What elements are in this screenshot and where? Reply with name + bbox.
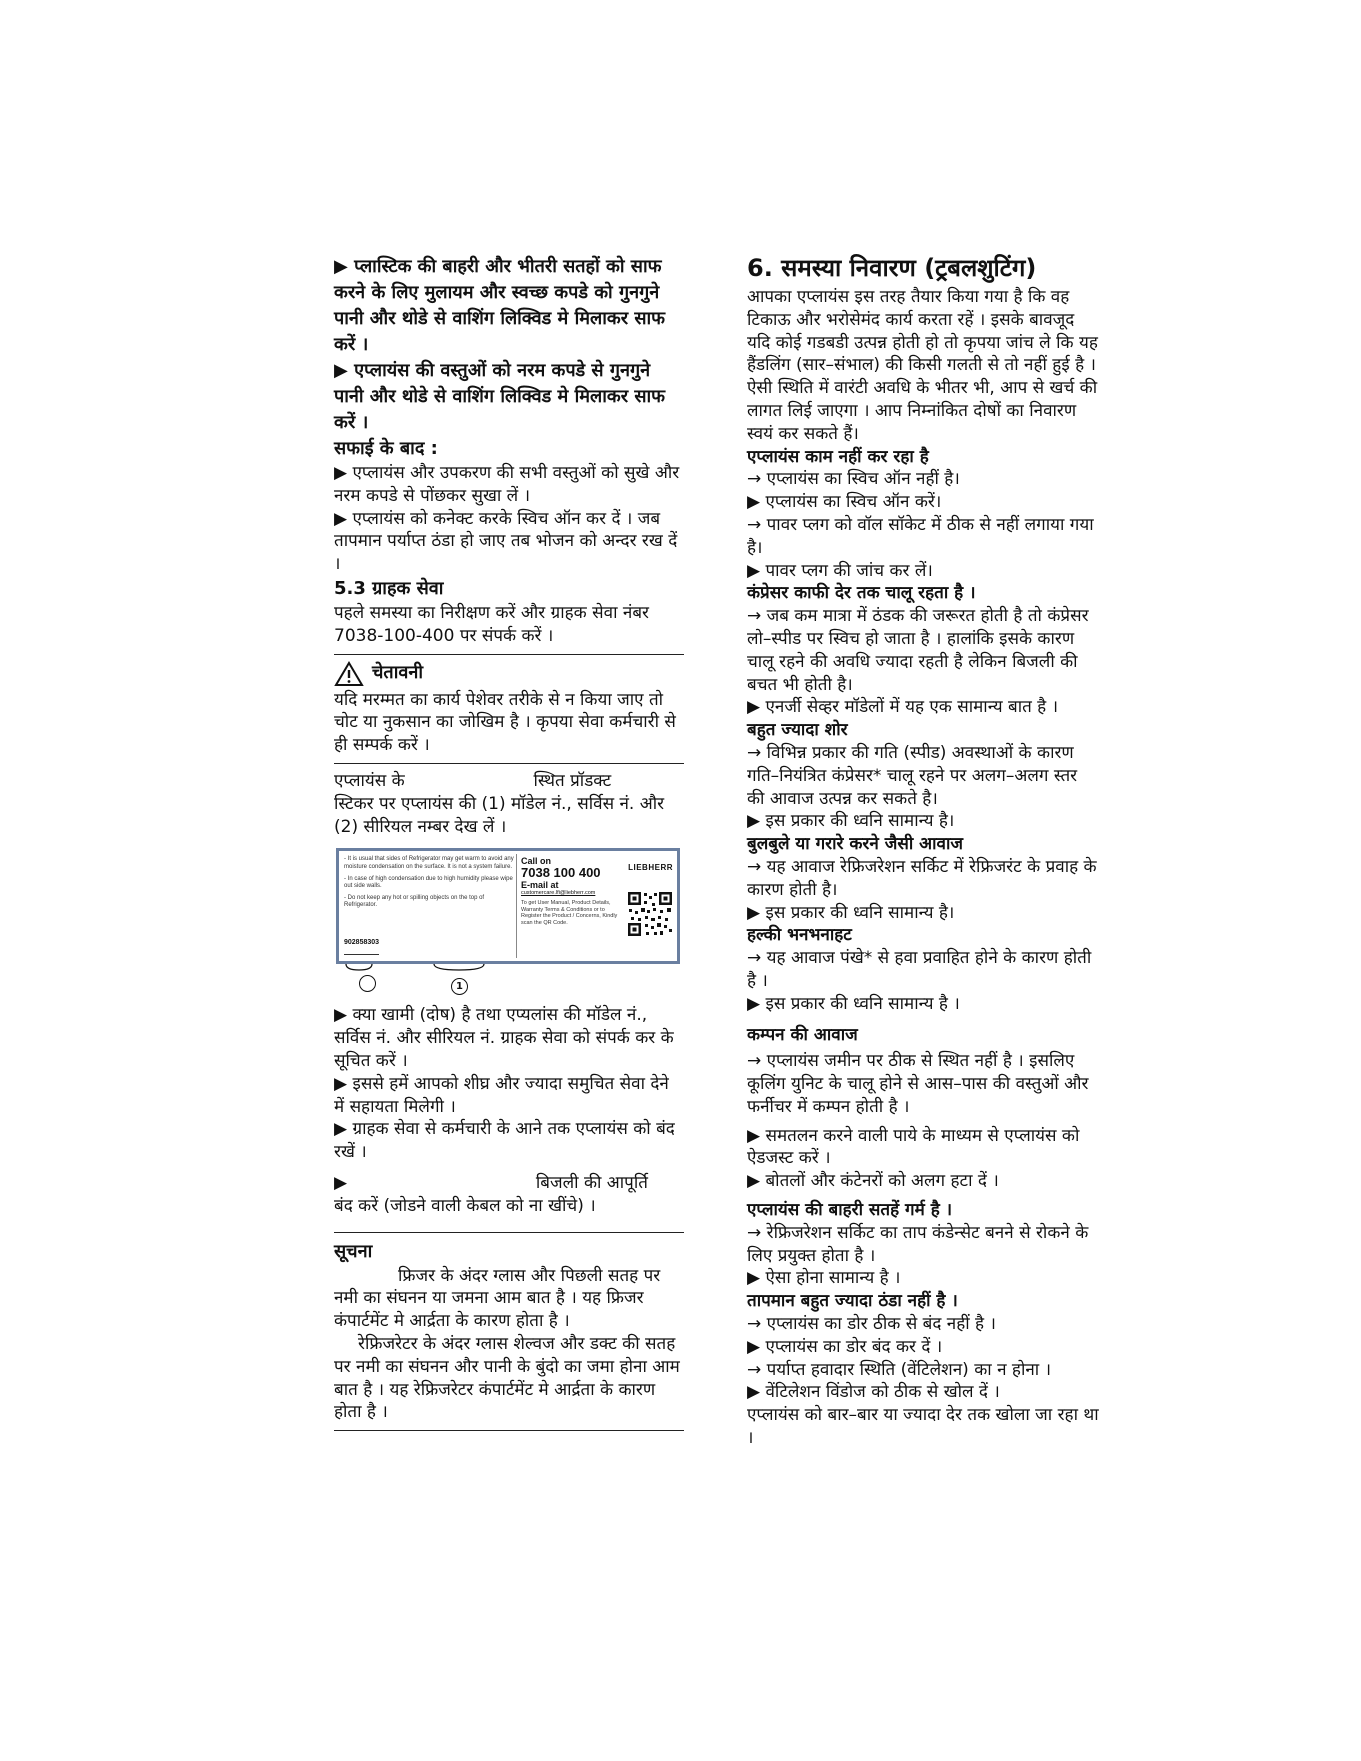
- remedy-line: ▶ ऐसा होना सामान्य है ।: [747, 1268, 901, 1289]
- notice-text-2: रेफ्रिजरेटर के अंदर ग्लास शेल्वज और डक्ट की सतह पर नमी का संघनन और पानी के बुंदो का जमा होना आम बात है । यह रेफ्रिजरेटर कंपार्टमेंट मे आर्द्रता के कारण होता है ।: [334, 1333, 680, 1423]
- cause-line: → जब कम मात्रा में ठंडक की जरूरत होती है तो कंप्रेसर लो–स्पीड पर स्विच हो जाता है । हालांकि इसके कारण चालू रहने की अवधि ज्यादा रहती है लेकिन बिजली की बचत भी होती है।: [747, 606, 1089, 695]
- warning-title: चेतावनी: [372, 662, 424, 684]
- sticker-note-2: - In case of high condensation due to high humidity please wipe out side walls.: [344, 875, 513, 889]
- section-gurgling: बुलबुले या गरारे करने जैसी आवाज: [747, 834, 963, 855]
- clean-items-step: ▶ एप्लायंस की वस्तुओं को नरम कपडे से गुनगुने पानी और थोडे से वाशिंग लिक्विड मे मिलाकर साफ करें ।: [334, 360, 666, 433]
- power-step-part-1: बिजली की आपूर्ति: [535, 1172, 648, 1193]
- fault-step-3: ▶ ग्राहक सेवा से कर्मचारी के आने तक एप्लायंस को बंद रखें ।: [334, 1119, 675, 1163]
- sticker-email-label: E-mail at: [521, 880, 559, 891]
- after-cleaning-step-1: ▶ एप्लायंस और उपकरण की सभी वस्तुओं को सुखे और नरम कपडे से पोंछकर सुखा लें ।: [334, 463, 680, 506]
- section-humming: हल्की भनभनाहट: [747, 925, 852, 946]
- sticker-note-1: - It is usual that sides of Refrigerator may get warm to avoid any moisture condensation on the surface. It is not a system failure.: [344, 856, 514, 870]
- after-cleaning-step-2: ▶ एप्लायंस को कनेक्ट करके स्विच ऑन कर दें । जब तापमान पर्याप्त ठंडा हो जाए तब भोजन को अन्दर रख दें ।: [334, 508, 678, 575]
- remedy-line: ▶ बोतलों और कंटेनरों को अलग हटा दें ।: [747, 1171, 999, 1192]
- divider: [334, 1232, 684, 1233]
- remedy-line: ▶ इस प्रकार की ध्वनि सामान्य है ।: [747, 993, 960, 1014]
- sticker-intro-part-1: एप्लायंस के: [334, 770, 405, 791]
- sticker-info: To get User Manual, Product Details, Warranty Terms & Conditions or to Register the Product / Concerns, Kindly scan the QR Code.: [521, 900, 618, 926]
- sticker-brand-logo: LIEBHERR: [628, 863, 673, 873]
- section-not-working: एप्लायंस काम नहीं कर रहा है: [747, 446, 929, 467]
- remedy-line: ▶ एप्लायंस का डोर बंद कर दें ।: [747, 1336, 943, 1357]
- sticker-divider: [516, 854, 517, 958]
- remedy-line: ▶ इस प्रकार की ध्वनि सामान्य है।: [747, 811, 955, 832]
- section-vibration: कम्पन की आवाज: [747, 1024, 858, 1045]
- warning-icon: [334, 661, 364, 687]
- fault-step-1: ▶ क्या खामी (दोष) है तथा एप्यलांस की मॉडेल नं., सर्विस नं. और सीरियल नं. ग्राहक सेवा को संपर्क कर के सूचित करें ।: [334, 1005, 674, 1071]
- power-step-continued: बंद करें (जोडने वाली केबल को ना खींचे) ।: [334, 1195, 596, 1216]
- remedy-line: ▶ पावर प्लग की जांच कर लें।: [747, 560, 933, 581]
- sticker-serial: 902858303: [344, 932, 379, 956]
- warning-text: यदि मरम्मत का कार्य पेशेवर तरीके से न किया जाए तो चोट या नुकसान का जोखिम है । कृपया सेवा कर्मचारी से ही सम्पर्क करें ।: [334, 689, 676, 756]
- sticker-email: customercare.lfi@liebherr.com: [521, 890, 596, 897]
- service-text: पहले समस्या का निरीक्षण करें और ग्राहक सेवा नंबर 7038-100-400 पर संपर्क करें ।: [334, 602, 649, 646]
- section-warm-surfaces: एप्लायंस की बाहरी सतहें गर्म है ।: [747, 1200, 953, 1221]
- right-column: [747, 252, 1099, 1450]
- warning-header: [334, 661, 684, 687]
- cause-line: एप्लायंस को बार–बार या ज्यादा देर तक खोला जा रहा था ।: [747, 1405, 1099, 1449]
- sticker-callouts: [334, 970, 684, 996]
- remedy-line: ▶ एनर्जी सेव्हर मॉडेलों में यह एक सामान्य बात है ।: [747, 697, 1059, 718]
- fault-step-2: ▶ इससे हमें आपको शीघ्र और ज्यादा समुचित सेवा देने में सहायता मिलेगी ।: [334, 1073, 669, 1117]
- cause-line: → पर्याप्त हवादार स्थिति (वेंटिलेशन) का न होना ।: [747, 1359, 1052, 1380]
- section-noise: बहुत ज्यादा शोर: [747, 720, 848, 741]
- cause-line: → यह आवाज पंखे* से हवा प्रवाहित होने के कारण होती है ।: [747, 948, 1092, 991]
- notice-text-1: फ्रिजर के अंदर ग्लास और पिछली सतह पर नमी का संघनन या जमना आम बात है । यह फ्रिजर कंपार्टमेंट मे आर्द्रता के कारण होता है ।: [334, 1265, 661, 1332]
- notice-title: सूचना: [334, 1240, 373, 1262]
- power-step-bullet: ▶: [334, 1172, 348, 1193]
- cause-line: → एप्लायंस का स्विच ऑन नहीं है।: [747, 469, 960, 490]
- divider: [334, 763, 684, 764]
- product-sticker-image: [336, 848, 680, 964]
- callout-marker-1: 1: [451, 978, 468, 995]
- qr-code-icon: [627, 891, 673, 937]
- sticker-notes: [344, 856, 514, 909]
- after-cleaning-title: सफाई के बाद :: [334, 438, 438, 459]
- callout-marker-2: [359, 975, 376, 992]
- sticker-call-label: Call on: [521, 856, 552, 867]
- sticker-intro-continued: स्टिकर पर एप्लायंस की (1) मॉडेल नं., सर्विस नं. और (2) सीरियल नम्बर देख लें ।: [334, 793, 665, 837]
- sticker-intro-part-2: स्थित प्रॉडक्ट: [533, 770, 612, 791]
- clean-outer-step: ▶ प्लास्टिक की बाहरी और भीतरी सतहों को साफ करने के लिए मुलायम और स्वच्छ कपडे को गुनगुने पानी और थोडे से वाशिंग लिक्विड मे मिलाकर साफ करें ।: [334, 256, 666, 355]
- troubleshooting-intro: आपका एप्लायंस इस तरह तैयार किया गया है कि वह टिकाऊ और भरोसेमंद कार्य करता रहें । इसके बावजूद यदि कोई गडबडी उत्पन्न होती हो तो कृपया जांच ले कि यह हैंडलिंग (सार–संभाल) की किसी गलती से तो नहीं हुई है । ऐसी स्थिति में वारंटी अवधि के भीतर भी, आप से खर्च की लागत लिई जाएगा । आप निम्नांकित दोषों का निवारण स्वयं कर सकते हैं।: [747, 287, 1098, 444]
- section-compressor: कंप्रेसर काफी देर तक चालू रहता है ।: [747, 583, 976, 604]
- cause-line: → यह आवाज रेफ्रिजरेशन सर्किट में रेफ्रिजरंट के प्रवाह के कारण होती है।: [747, 856, 1097, 900]
- section-not-cold: तापमान बहुत ज्यादा ठंडा नहीं है ।: [747, 1291, 958, 1312]
- sticker-intro: [334, 770, 684, 793]
- troubleshooting-title: 6. समस्या निवारण (ट्रबलशुटिंग): [747, 254, 1037, 282]
- divider: [334, 1430, 684, 1431]
- callout-brackets: [334, 962, 534, 976]
- divider: [334, 654, 684, 655]
- remedy-line: ▶ एप्लायंस का स्विच ऑन करें।: [747, 492, 942, 513]
- cause-line: → पावर प्लग को वॉल सॉकेट में ठीक से नहीं लगाया गया है।: [747, 514, 1094, 558]
- power-step: [334, 1172, 684, 1195]
- sticker-note-3: - Do not keep any hot or spilling objects on the top of Refrigerator.: [344, 895, 485, 909]
- cause-line: → रेफ्रिजरेशन सर्किट का ताप कंडेन्सेट बनने से रोकने के लिए प्रयुक्त होता है ।: [747, 1222, 1089, 1266]
- remedy-line: ▶ वेंटिलेशन विंडोज को ठीक से खोल दें ।: [747, 1382, 1000, 1403]
- service-heading: 5.3 ग्राहक सेवा: [334, 577, 444, 599]
- remedy-line: ▶ इस प्रकार की ध्वनि सामान्य है।: [747, 902, 955, 923]
- cause-line: → एप्लायंस जमीन पर ठीक से स्थित नहीं है । इसलिए कूलिंग युनिट के चालू होने से आस–पास की वस्तुओं और फर्नीचर में कम्पन होती है ।: [747, 1051, 1089, 1117]
- cause-line: → विभिन्न प्रकार की गति (स्पीड) अवस्थाओं के कारण गति–नियंत्रित कंप्रेसर* चालू रहने पर अलग–अलग स्तर की आवाज उत्पन्न कर सकते है।: [747, 742, 1078, 809]
- cause-line: → एप्लायंस का डोर ठीक से बंद नहीं है ।: [747, 1314, 996, 1335]
- remedy-line: ▶ समतलन करने वाली पाये के माध्यम से एप्लायंस को ऐडजस्ट करें ।: [747, 1125, 1080, 1169]
- sticker-phone: 7038 100 400: [521, 865, 601, 881]
- left-column: [334, 254, 684, 1437]
